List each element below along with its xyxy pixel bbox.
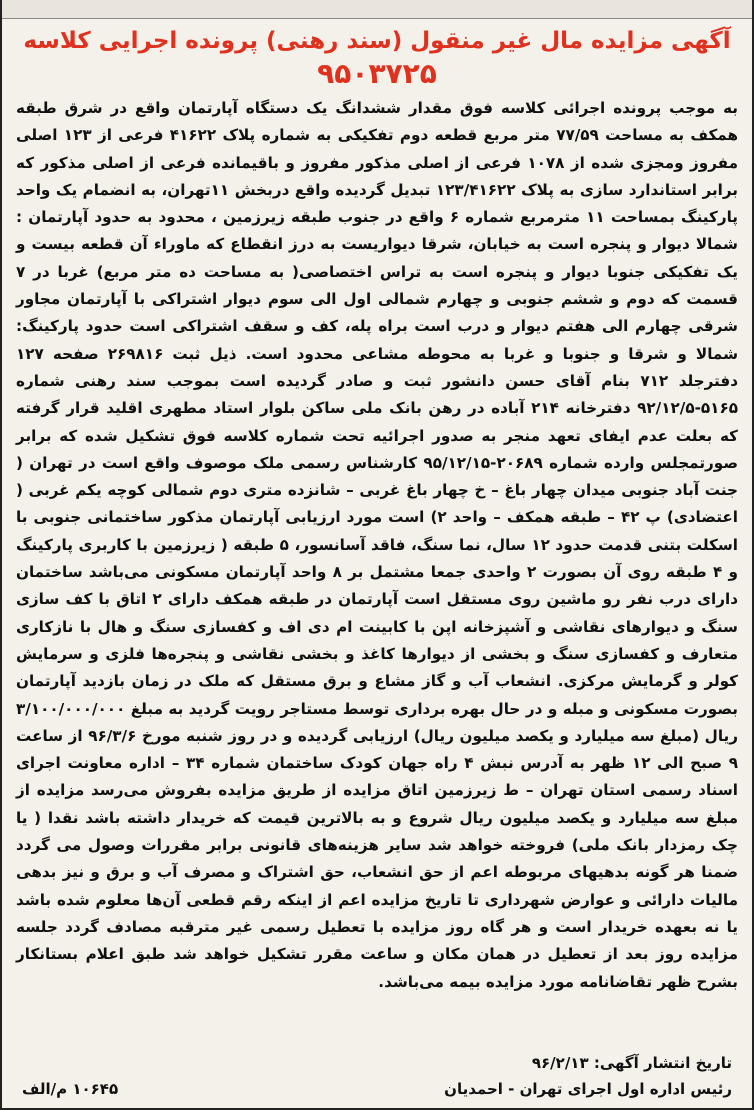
signature: رئیس اداره اول اجرای تهران - احمدیان: [444, 1080, 732, 1098]
notice-footer: [22, 1050, 732, 1102]
case-number: ۹۵۰۳۷۲۵: [317, 57, 437, 90]
notice-body: به موجب پرونده اجرائی کلاسه فوق مقدار ششدانگ یک دستگاه آپارتمان واقع در شرق طبقه همکف به مساحت ۷۷/۵۹ متر مربع قطعه دوم تفکیکی به شماره پلاک ۴۱۶۲۲ فرعی از ۱۲۳ اصلی مفروز ومجزی شده از ۱۰۷۸ فرعی از اصلی مذکور مفروز و باقیمانده فرعی از اصلی مذکور که برابر استاندارد سازی به پلاک ۱۲۳/۴۱۶۲۲ تبدیل گردیده واقع دربخش ۱۱تهران، به انضمام یک واحد پارکینگ بمساحت ۱۱ مترمربع شماره ۶ واقع در جنوب طبقه زیرزمین ، محدود به حدود آپارتمان : شمالا دیوار و پنجره است به خیابان، شرقا دیواریست به درز انقطاع که ماوراء آن قطعه بیست و یک تفکیکی جنوبا دیوار و پنجره است به تراس اختصاصی( به مساحت ده متر مربع) غربا در ۷ قسمت که دوم و ششم جنوبی و چهارم شمالی اول الی سوم دیوار اشتراکی با آپارتمان مجاور شرقی چهارم الی هفتم دیوار و درب است براه پله، کف و سقف اشتراکی است حدود پارکینگ: شمالا و شرقا و جنوبا و غربا به محوطه مشاعی محدود است. ذیل ثبت ۲۶۹۸۱۶ صفحه ۱۲۷ دفترجلد ۷۱۲ بنام آقای حسن دانشور ثبت و صادر گردیده است بموجب سند رهنی شماره ۵۱۶۵-۹۲/۱۲/۵ دفترخانه ۲۱۴ آباده در رهن بانک ملی ساکن بلوار استاد مطهری اقلید قرار گرفته که بعلت عدم ایفای تعهد منجر به صدور اجرائیه تحت شماره کلاسه فوق تشکیل شده که برابر صورتمجلس وارده شماره ۲۰۶۸۹-۹۵/۱۲/۱۵ کارشناس رسمی ملک موصوف واقع است در تهران ( جنت آباد جنوبی میدان چهار باغ – خ چهار باغ غربی – شانزده متری دوم شمالی کوچه یکم غربی ( اعتضادی) پ ۴۲ – طبقه همکف – واحد ۲) است مورد ارزیابی آپارتمان مذکور ساختمانی جنوبی با اسکلت بتنی قدمت حدود ۱۲ سال، نما سنگ، فاقد آسانسور، ۵ طبقه ( زیرزمین با کاربری پارکینگ و ۴ طبقه روی آن بصورت ۲ واحدی جمعا مشتمل بر ۸ واحد آپارتمان مسکونی می‌باشد ساختمان دارای درب نفر رو ماشین روی مستقل است آپارتمان در طبقه همکف دارای ۲ اتاق با کف سازی سنگ و دیوارهای نقاشی و آشپزخانه اپن با کابینت ام دی اف و کفسازی سنگ و هال با نازکاری متعارف و کفسازی سنگ و بخشی از دیوارها کاغذ و بخشی نقاشی و پنجره‌ها فلزی و سرمایش کولر و گرمایش مرکزی. انشعاب آب و گاز مشاع و برق مستقل که ملک در زمان بازدید آپارتمان بصورت مسکونی و مبله و در حال بهره برداری توسط مستاجر رویت گردید به مبلغ ۳/۱۰۰/۰۰۰/۰۰۰ ریال (مبلغ سه میلیارد و یکصد میلیون ریال) ارزیابی گردیده و در روز شنبه مورخ ۹۶/۳/۶ از ساعت ۹ صبح الی ۱۲ ظهر به آدرس نبش ۴ راه جهان کودک ساختمان شماره ۳۴ – اداره معاونت اجرای اسناد رسمی استان تهران – ط زیرزمین اتاق مزایده از طریق مزایده بفروش می‌رسد مزایده از مبلغ سه میلیارد و یکصد میلیون ریال شروع و به بالاترین قیمت که خریدار داشته باشد نقدا ( یا چک رمزدار بانک ملی) فروخته خواهد شد سایر هزینه‌های قانونی برابر مقررات وصول می گردد ضمنا هر گونه بدهیهای مربوطه اعم از حق انشعاب، حق اشتراک و مصرف آب و برق و نیز بدهی مالیات دارائی و عوارض شهرداری تا تاریخ مزایده اعم از اینکه رقم قطعی آن‌ها معلوم شده باشد یا نه بعهده خریدار است و هر گاه روز مزایده با تعطیل رسمی غیر مترقبه مصادف گردد جلسه مزایده روز بعد از تعطیل در همان مکان و ساعت مقرر تشکیل خواهد شد طبق اعلام بستانکار بشرح ظهر تقاضانامه مورد مزایده بیمه می‌باشد.: [16, 99, 739, 991]
notice-code: ۱۰۶۴۵ م/الف: [22, 1080, 119, 1098]
notice-title: آگهی مزایده مال غیر منقول (سند رهنی) پرونده اجرایی کلاسه: [23, 28, 731, 54]
top-strip: [2, 0, 752, 19]
publish-date: تاریخ انتشار آگهی: ۹۶/۲/۱۳: [531, 1054, 732, 1072]
